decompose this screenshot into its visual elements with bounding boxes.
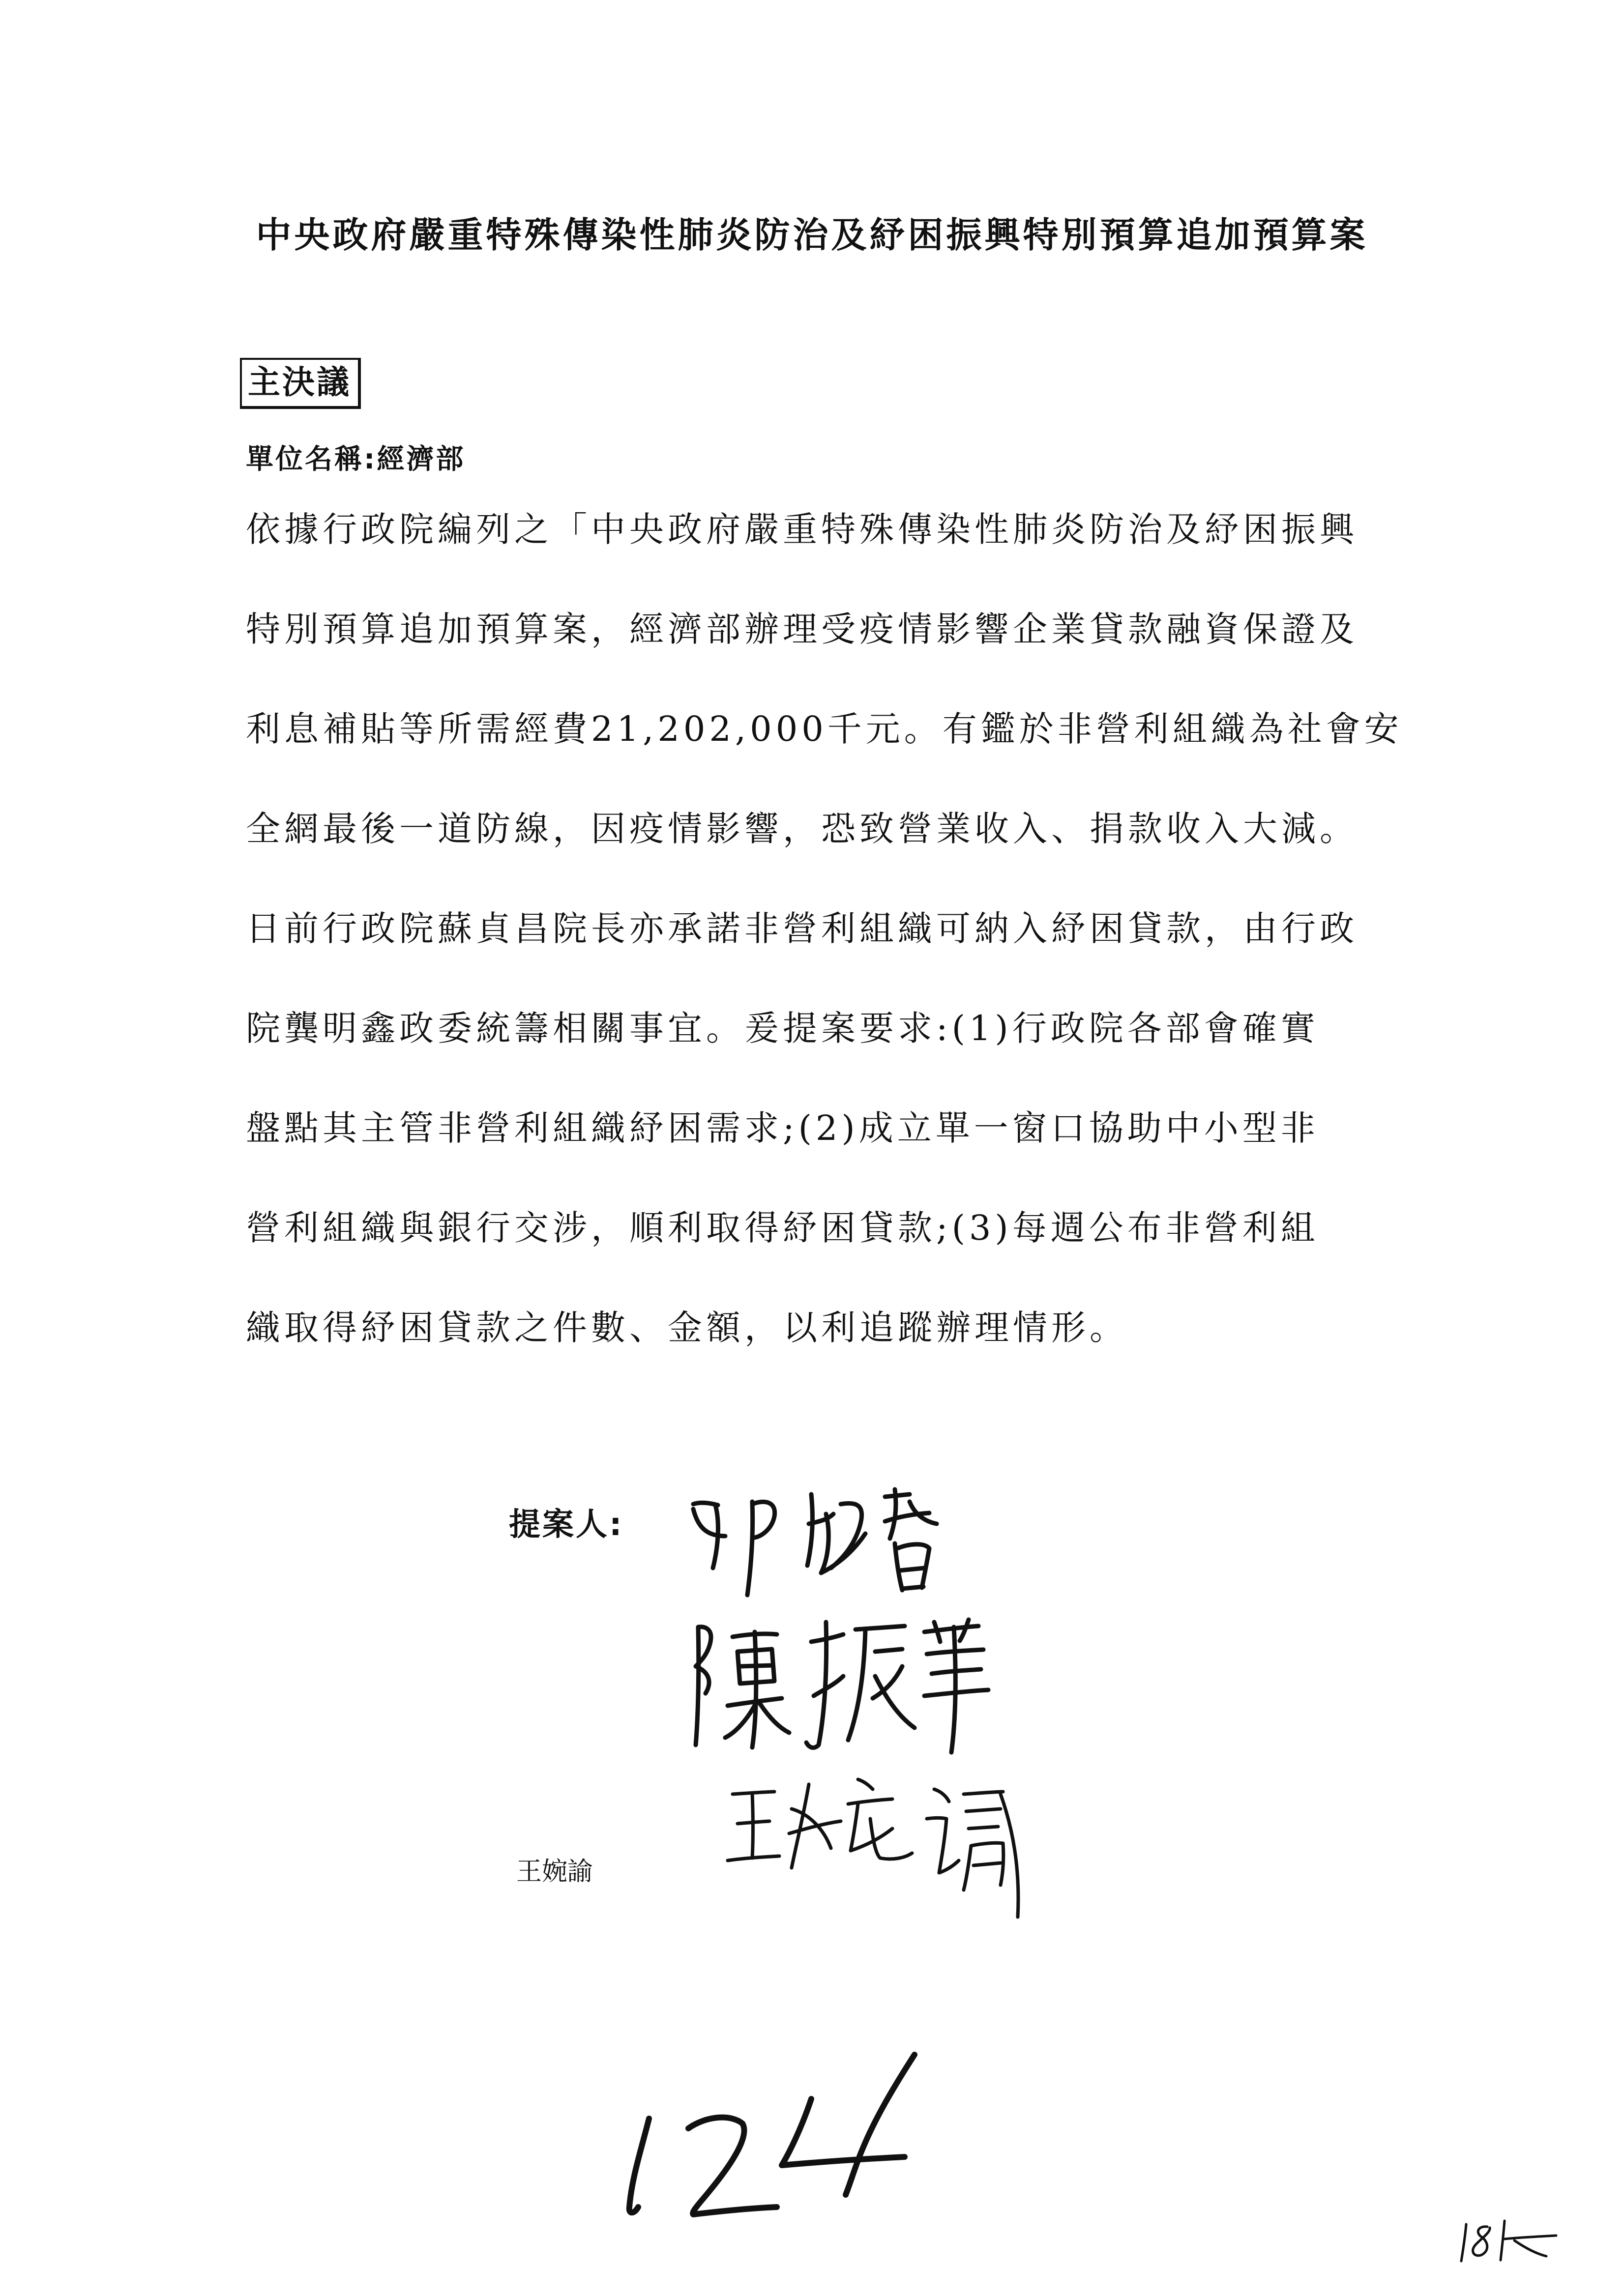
handwritten-page-number xyxy=(620,2045,964,2227)
proposer-label: 提案人: xyxy=(509,1507,624,1543)
body-line-3: 利息補貼等所需經費21,202,000千元。有鑑於非營利組織為社會安 xyxy=(246,709,1403,749)
body-line-5: 日前行政院蘇貞昌院長亦承諾非營利組織可納入紓困貸款，由行政 xyxy=(246,908,1358,949)
handwritten-corner-mark xyxy=(1455,2212,1568,2266)
body-line-4: 全網最後一道防線，因疫情影響，恐致營業收入、捐款收入大減。 xyxy=(246,809,1358,849)
body-line-1: 依據行政院編列之「中央政府嚴重特殊傳染性肺炎防治及紓困振興 xyxy=(246,509,1358,550)
handwritten-signature-3 xyxy=(723,1760,1028,1922)
body-line-7: 盤點其主管非營利組織紓困需求;(2)成立單一窗口協助中小型非 xyxy=(246,1108,1319,1148)
document-title: 中央政府嚴重特殊傳染性肺炎防治及紓困振興特別預算追加預算案 xyxy=(256,214,1368,256)
unit-name-line: 單位名稱:經濟部 xyxy=(246,443,466,475)
handwritten-signature-2 xyxy=(679,1607,993,1755)
section-heading-box: 主決議 xyxy=(240,358,361,409)
body-line-2: 特別預算追加預算案，經濟部辦理受疫情影響企業貸款融資保證及 xyxy=(246,609,1358,649)
typed-signatory-name: 王婉諭 xyxy=(516,1857,593,1887)
body-line-8: 營利組織與銀行交涉，順利取得紓困貸款;(3)每週公布非營利組 xyxy=(246,1208,1319,1248)
body-line-6: 院龔明鑫政委統籌相關事宜。爰提案要求:(1)行政院各部會確實 xyxy=(246,1008,1319,1048)
body-line-9: 織取得紓困貸款之件數、金額，以利追蹤辦理情形。 xyxy=(246,1308,1128,1348)
handwritten-signature-1 xyxy=(679,1475,954,1602)
